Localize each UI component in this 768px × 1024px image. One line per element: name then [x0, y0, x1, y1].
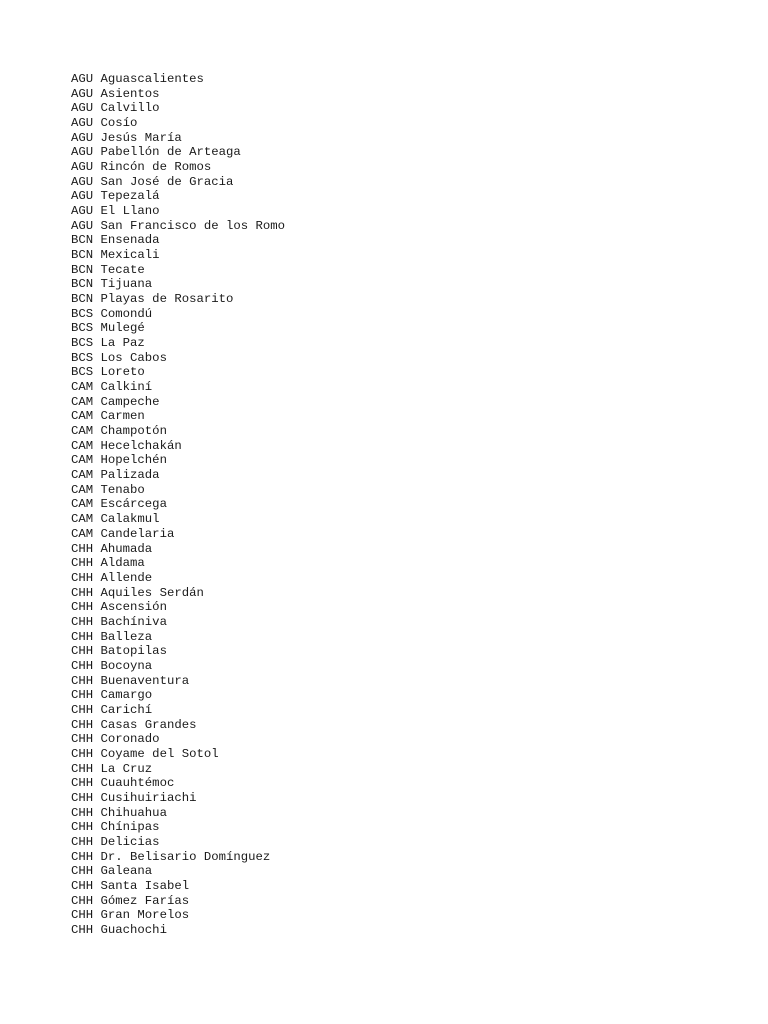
list-item — [71, 586, 285, 601]
municipality-name: Calakmul — [100, 512, 160, 527]
list-item — [71, 336, 285, 351]
state-code: CHH — [71, 658, 94, 673]
state-code: BCN — [71, 248, 94, 263]
list-item — [71, 219, 285, 234]
municipality-name: Tepezalá — [100, 189, 160, 204]
list-item — [71, 263, 285, 278]
state-code: AGU — [71, 145, 94, 160]
list-item — [71, 850, 285, 865]
state-code: CAM — [71, 424, 94, 439]
list-item — [71, 439, 285, 454]
state-code: BCN — [71, 233, 94, 248]
state-code: BCS — [71, 336, 94, 351]
municipality-name: San José de Gracia — [100, 174, 234, 189]
municipality-name: Aguascalientes — [100, 72, 204, 86]
municipality-name: Carmen — [100, 409, 145, 424]
list-item — [71, 688, 285, 703]
municipality-name: Chihuahua — [100, 805, 167, 820]
state-code: CAM — [71, 512, 94, 527]
municipality-name: Mulegé — [100, 321, 145, 336]
list-item — [71, 791, 285, 806]
state-code: CHH — [71, 732, 94, 747]
list-item — [71, 87, 285, 102]
list-item — [71, 380, 285, 395]
municipality-name: Bocoyna — [100, 658, 153, 673]
state-code: AGU — [71, 204, 94, 219]
municipality-name: Calvillo — [100, 101, 160, 116]
list-item — [71, 321, 285, 336]
list-item — [71, 718, 285, 733]
list-item — [71, 644, 285, 659]
state-code: CHH — [71, 600, 94, 615]
list-item — [71, 409, 285, 424]
state-code: AGU — [71, 160, 94, 175]
list-item — [71, 674, 285, 689]
municipality-name: San Francisco de los Romo — [100, 218, 286, 233]
municipality-name: Ahumada — [100, 541, 153, 556]
municipality-name: Balleza — [100, 629, 153, 644]
list-item — [71, 600, 285, 615]
municipality-name: Aquiles Serdán — [100, 585, 204, 600]
state-code: CAM — [71, 453, 94, 468]
list-item — [71, 512, 285, 527]
list-item — [71, 72, 285, 87]
state-code: CHH — [71, 922, 94, 937]
state-code: CAM — [71, 394, 94, 409]
state-code: BCS — [71, 350, 94, 365]
list-item — [71, 160, 285, 175]
list-item — [71, 527, 285, 542]
state-code: BCS — [71, 306, 94, 321]
municipality-name: Playas de Rosarito — [100, 292, 234, 307]
list-item — [71, 571, 285, 586]
list-item — [71, 189, 285, 204]
municipality-name: Camargo — [100, 688, 153, 703]
list-item — [71, 292, 285, 307]
municipality-name: Guachochi — [100, 922, 167, 937]
municipality-name: Asientos — [100, 86, 160, 101]
municipality-name: Carichí — [100, 702, 153, 717]
municipality-name: Comondú — [100, 306, 153, 321]
state-code: CHH — [71, 776, 94, 791]
municipality-name: Escárcega — [100, 497, 167, 512]
municipality-name: Tecate — [100, 262, 145, 277]
list-item — [71, 277, 285, 292]
list-item — [71, 879, 285, 894]
list-item — [71, 248, 285, 263]
state-code: CHH — [71, 541, 94, 556]
state-code: CHH — [71, 820, 94, 835]
state-code: BCS — [71, 365, 94, 380]
list-item — [71, 453, 285, 468]
municipality-name: Loreto — [100, 365, 145, 380]
state-code: CHH — [71, 629, 94, 644]
municipality-list — [71, 72, 285, 938]
state-code: CHH — [71, 761, 94, 776]
state-code: CAM — [71, 438, 94, 453]
municipality-name: Tijuana — [100, 277, 153, 292]
municipality-name: Cuauhtémoc — [100, 776, 175, 791]
municipality-name: Hopelchén — [100, 453, 167, 468]
list-item — [71, 747, 285, 762]
municipality-name: Santa Isabel — [100, 878, 190, 893]
state-code: CHH — [71, 746, 94, 761]
municipality-name: Galeana — [100, 864, 153, 879]
municipality-name: Gran Morelos — [100, 908, 190, 923]
list-item — [71, 365, 285, 380]
state-code: BCN — [71, 262, 94, 277]
municipality-name: Bachíniva — [100, 614, 167, 629]
list-item — [71, 424, 285, 439]
state-code: CHH — [71, 790, 94, 805]
state-code: CHH — [71, 688, 94, 703]
state-code: CAM — [71, 526, 94, 541]
list-item — [71, 659, 285, 674]
municipality-name: Rincón de Romos — [100, 160, 212, 175]
list-item — [71, 204, 285, 219]
list-item — [71, 820, 285, 835]
state-code: CHH — [71, 556, 94, 571]
state-code: AGU — [71, 189, 94, 204]
state-code: AGU — [71, 101, 94, 116]
state-code: CAM — [71, 409, 94, 424]
state-code: CHH — [71, 864, 94, 879]
list-item — [71, 835, 285, 850]
list-item — [71, 145, 285, 160]
state-code: CHH — [71, 805, 94, 820]
state-code: CHH — [71, 644, 94, 659]
state-code: CHH — [71, 849, 94, 864]
state-code: CAM — [71, 468, 94, 483]
list-item — [71, 615, 285, 630]
list-item — [71, 732, 285, 747]
state-code: AGU — [71, 116, 94, 131]
municipality-name: Cosío — [100, 116, 138, 131]
state-code: BCS — [71, 321, 94, 336]
list-item — [71, 703, 285, 718]
municipality-name: Aldama — [100, 556, 145, 571]
state-code: AGU — [71, 130, 94, 145]
list-item — [71, 923, 285, 938]
municipality-name: Campeche — [100, 394, 160, 409]
list-item — [71, 776, 285, 791]
list-item — [71, 307, 285, 322]
list-item — [71, 233, 285, 248]
state-code: CHH — [71, 878, 94, 893]
list-item — [71, 395, 285, 410]
municipality-name: Batopilas — [100, 644, 167, 659]
list-item — [71, 894, 285, 909]
municipality-name: Palizada — [100, 468, 160, 483]
list-item — [71, 556, 285, 571]
municipality-name: Hecelchakán — [100, 438, 182, 453]
state-code: CHH — [71, 585, 94, 600]
state-code: CHH — [71, 614, 94, 629]
municipality-name: Los Cabos — [100, 350, 167, 365]
state-code: CHH — [71, 834, 94, 849]
state-code: CAM — [71, 482, 94, 497]
municipality-name: La Cruz — [100, 761, 153, 776]
list-item — [71, 351, 285, 366]
state-code: CHH — [71, 673, 94, 688]
municipality-name: Mexicali — [100, 248, 160, 263]
municipality-name: Chínipas — [100, 820, 160, 835]
state-code: AGU — [71, 86, 94, 101]
municipality-name: Allende — [100, 570, 153, 585]
list-item — [71, 131, 285, 146]
state-code: CHH — [71, 893, 94, 908]
state-code: CHH — [71, 908, 94, 923]
state-code: CAM — [71, 380, 94, 395]
municipality-name: Calkiní — [100, 380, 153, 395]
municipality-name: El Llano — [100, 204, 160, 219]
state-code: BCN — [71, 292, 94, 307]
state-code: BCN — [71, 277, 94, 292]
municipality-name: Dr. Belisario Domínguez — [100, 849, 271, 864]
state-code: CHH — [71, 717, 94, 732]
municipality-name: Ensenada — [100, 233, 160, 248]
state-code: CHH — [71, 702, 94, 717]
state-code: AGU — [71, 72, 94, 86]
list-item — [71, 497, 285, 512]
list-item — [71, 762, 285, 777]
list-item — [71, 101, 285, 116]
list-item — [71, 175, 285, 190]
municipality-name: Coronado — [100, 732, 160, 747]
municipality-name: Cusihuiriachi — [100, 790, 197, 805]
municipality-name: Ascensión — [100, 600, 167, 615]
list-item — [71, 116, 285, 131]
municipality-name: Gómez Farías — [100, 893, 190, 908]
list-item — [71, 542, 285, 557]
list-item — [71, 908, 285, 923]
state-code: AGU — [71, 218, 94, 233]
list-item — [71, 483, 285, 498]
municipality-name: La Paz — [100, 336, 145, 351]
municipality-name: Champotón — [100, 424, 167, 439]
list-item — [71, 806, 285, 821]
state-code: CAM — [71, 497, 94, 512]
municipality-name: Jesús María — [100, 130, 182, 145]
state-code: AGU — [71, 174, 94, 189]
municipality-name: Delicias — [100, 834, 160, 849]
municipality-name: Tenabo — [100, 482, 145, 497]
municipality-name: Coyame del Sotol — [100, 746, 219, 761]
municipality-name: Pabellón de Arteaga — [100, 145, 241, 160]
list-item — [71, 468, 285, 483]
municipality-name: Buenaventura — [100, 673, 190, 688]
list-item — [71, 864, 285, 879]
municipality-name: Candelaria — [100, 526, 175, 541]
municipality-name: Casas Grandes — [100, 717, 197, 732]
state-code: CHH — [71, 570, 94, 585]
list-item — [71, 630, 285, 645]
